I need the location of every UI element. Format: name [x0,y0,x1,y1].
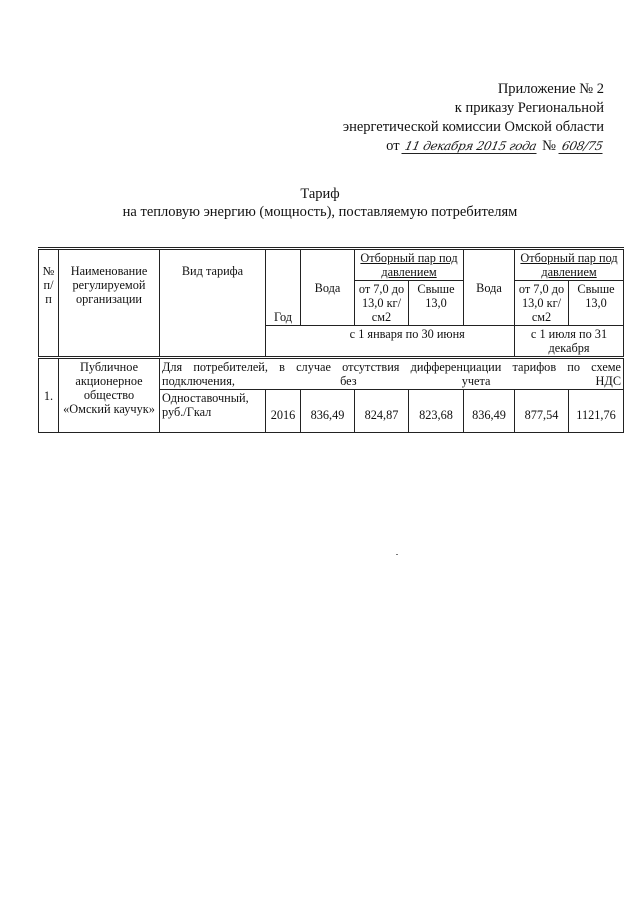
appendix-title: Приложение № 2 [497,81,604,97]
appendix-commission: энергетической комиссии Омской области [342,119,604,135]
table-row [39,358,624,390]
row-tariff-type: Одноставочный, руб./Гкал [160,390,266,433]
appendix-order-ref: к приказу Региональной [454,100,604,116]
row-p2-steam-high: 1121,76 [569,390,624,433]
header-water-1: Вода [301,249,355,326]
header-water-2: Вода [464,249,515,326]
row-num: 1. [39,358,59,433]
row-p2-water: 836,49 [464,390,515,433]
appendix-date-line [386,137,604,156]
period-spacer [266,326,301,358]
handwritten-number: 608/75 [558,139,606,154]
title-subtitle: на тепловую энергию (мощность), поставляемую потребителям [122,204,518,220]
header-steam-2: Отборный пар под давлением [515,249,624,281]
table-header-row [39,249,624,281]
header-steam-high-2: Свыше 13,0 [569,281,624,326]
header-steam-low-1: от 7,0 до 13,0 кг/см2 [355,281,409,326]
header-steam-low-2: от 7,0 до 13,0 кг/см2 [515,281,569,326]
row-year: 2016 [266,390,301,433]
row-p1-steam-low: 824,87 [355,390,409,433]
number-label: № [542,138,556,154]
row-p2-steam-low: 877,54 [515,390,569,433]
period-2: с 1 июля по 31 декабря [515,326,624,358]
row-note: Для потребителей, в случае отсутствия дифференциации тарифов по схеме подключения, без учета НДС [160,358,624,390]
row-p1-water: 836,49 [301,390,355,433]
title-main: Тариф [300,186,340,202]
period-1: с 1 января по 30 июня [301,326,515,358]
appendix-header [343,80,604,156]
header-steam-1: Отборный пар под давлением [355,249,464,281]
row-org: Публичное акционерное общество «Омский каучук» [59,358,160,433]
tariff-table [38,247,624,433]
from-label: от [386,138,400,154]
header-steam-high-1: Свыше 13,0 [409,281,464,326]
row-p1-steam-high: 823,68 [409,390,464,433]
header-year: Год [266,249,301,326]
scan-speck [396,554,398,555]
header-org: Наименование регулируемой организации [59,249,160,358]
document-title [0,185,640,221]
header-num: № п/п [39,249,59,358]
handwritten-date: 11 декабря 2015 года [402,139,540,154]
header-tariff-type: Вид тарифа [160,249,266,358]
